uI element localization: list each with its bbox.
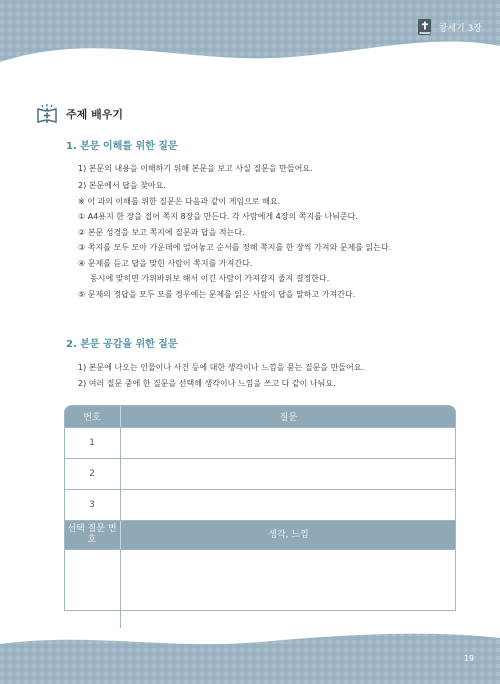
top-decorative-band [0,0,500,80]
subheader-feeling: 생각, 느낌 [268,529,309,540]
selected-number-cell[interactable] [64,550,121,628]
section2-line: 1) 본문에 나오는 인물이나 사건 등에 대한 생각이나 느낌을 묻는 질문을 만들어요. [78,363,365,372]
header-number: 번호 [64,405,121,427]
table-row [64,550,456,628]
page-number: 19 [463,654,474,663]
topic-heading [36,104,123,124]
section1-line: ※ 이 과의 이해를 위한 질문은 다음과 같이 게임으로 해요. [78,197,281,206]
question-cell[interactable] [121,428,456,458]
table-subheader [64,521,456,550]
header-question: 질문 [279,412,298,423]
question-cell[interactable] [121,459,456,489]
table-row [64,490,456,521]
bottom-decorative-band [0,628,500,684]
section1-line: 동시에 맞히면 가위바위보 해서 이긴 사람이 가져갈지 줄지 결정한다. [90,274,330,283]
section1-line: ④ 문제를 듣고 답을 맞힌 사람이 쪽지를 가져간다. [78,259,253,268]
section1-line: ⑤ 문제의 정답을 모두 모를 경우에는 문제를 읽은 사람이 답을 말하고 가져간다. [78,290,356,299]
table-row [64,459,456,490]
table-header [64,405,456,428]
row-number: 2 [64,459,121,489]
section1-line: ① A4용지 한 장을 접어 쪽지 8장을 만든다. 각 사람에게 4장의 쪽지를 나눠준다. [78,212,358,221]
section1-line: 2) 본문에서 답을 찾아요. [78,181,166,190]
question-table [64,405,456,628]
section2-title: 2. 본문 공감을 위한 질문 [66,339,178,350]
section1-line: ② 본문 성경을 보고 쪽지에 질문과 답을 적는다. [78,228,245,237]
chapter-label: 창세기 3장 [438,23,482,34]
section1-title: 1. 본문 이해를 위한 질문 [66,141,178,152]
topic-title: 주제 배우기 [66,108,123,121]
open-book-icon [36,104,58,124]
bible-icon [417,18,433,36]
chapter-tag [417,18,482,36]
feeling-cell[interactable] [121,550,456,628]
section1-line: 1) 본문의 내용을 이해하기 위해 본문을 보고 사실 질문을 만들어요. [78,164,313,173]
subheader-selected-number: 선택 질문 번호 [64,521,121,549]
section2-line: 2) 여러 질문 중에 한 질문을 선택해 생각이나 느낌을 쓰고 다 같이 나눠요. [78,379,336,388]
question-cell[interactable] [121,490,456,520]
section1-line: ③ 쪽지를 모두 모아 가운데에 엎어놓고 순서를 정해 쪽지를 한 장씩 가져와 문제를 읽는다. [78,243,392,252]
row-number: 1 [64,428,121,458]
table-row [64,428,456,459]
row-number: 3 [64,490,121,520]
